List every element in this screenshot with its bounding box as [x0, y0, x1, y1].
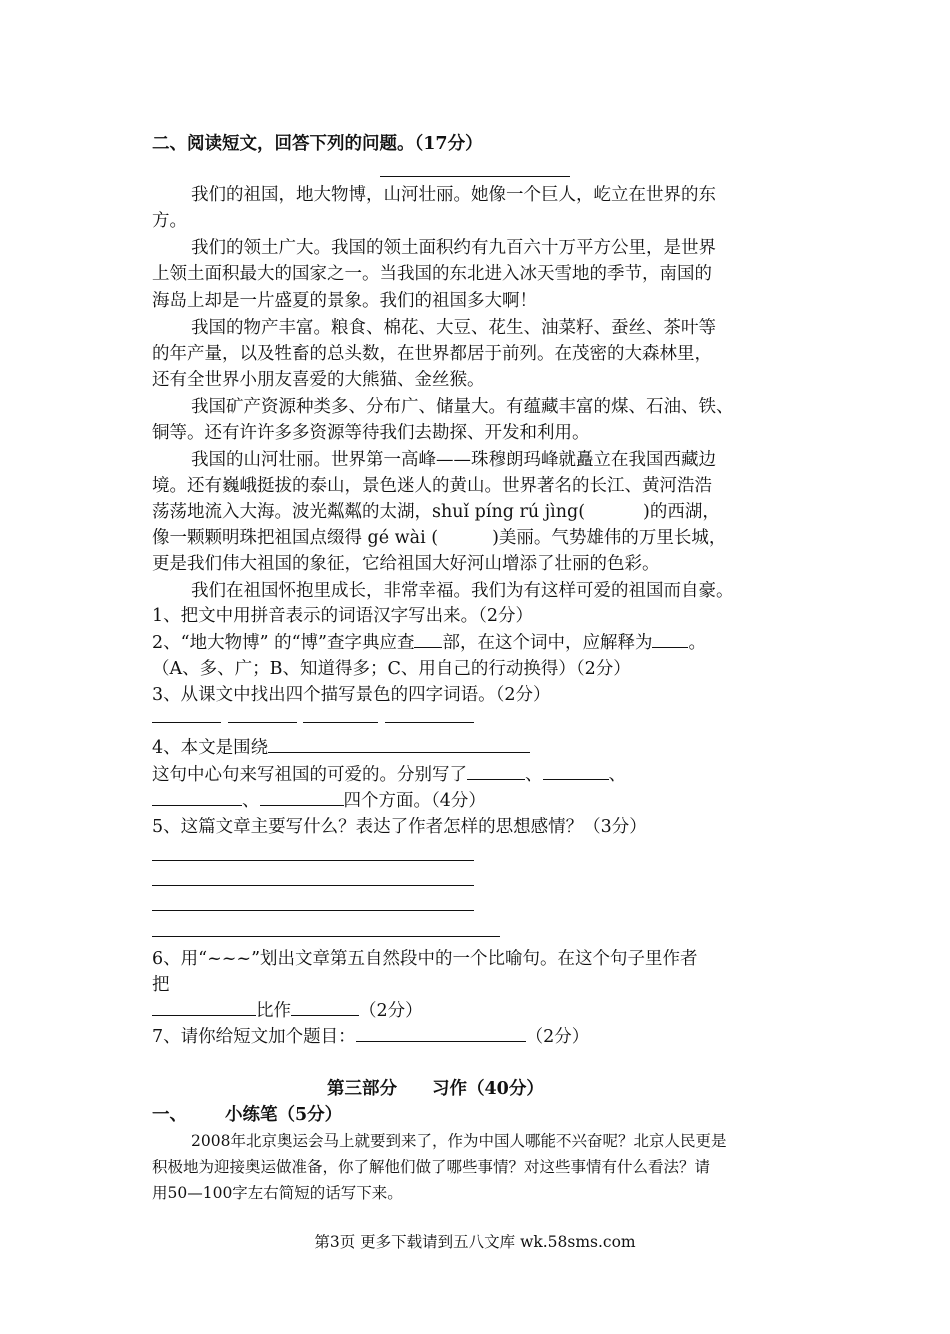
- question-2-end: 。: [688, 633, 706, 653]
- passage-p5-line4-end: )美丽。气势雄伟的万里长城，: [492, 528, 727, 548]
- q2-meaning-blank[interactable]: [652, 630, 688, 648]
- question-6-end: （2分）: [359, 1001, 423, 1021]
- passage-p3-line3: 还有全世界小朋友喜爱的大熊猫、金丝猴。: [152, 370, 485, 390]
- part3-body-line2: 积极地为迎接奥运做准备，你了解他们做了哪些事情？对这些事情有什么看法？请: [152, 1158, 711, 1176]
- question-4-end: 四个方面。（4分）: [343, 791, 486, 811]
- passage-p4-line2: 铜等。还有许许多多资源等待我们去勘探、开发和利用。: [152, 423, 590, 443]
- passage-p5-line3-end: )的西湖，: [643, 502, 720, 522]
- q7-title-blank[interactable]: [356, 1024, 526, 1042]
- question-1: 1、把文中用拼音表示的词语汉字写出来。（2分）: [152, 606, 534, 626]
- question-4-prefix: 4、本文是围绕: [152, 738, 269, 758]
- question-5: 5、这篇文章主要写什么？表达了作者怎样的思想感情？（3分）: [152, 817, 647, 837]
- q3-blank-4[interactable]: [385, 722, 474, 723]
- question-7-prefix: 7、请你给短文加个题目：: [152, 1027, 356, 1047]
- passage-p1-line1: 我们的祖国，地大物博，山河壮丽。她像一个巨人，屹立在世界的东: [191, 185, 716, 205]
- question-4-line2: [152, 762, 626, 788]
- q6-object-blank[interactable]: [291, 998, 359, 1016]
- q4-aspect-blank-2[interactable]: [543, 762, 609, 780]
- q5-answer-line-1[interactable]: [152, 860, 474, 861]
- q5-answer-line-4[interactable]: [152, 936, 500, 937]
- q4-separator-2: 、: [608, 765, 626, 785]
- question-6-middle: 比作: [256, 1001, 291, 1021]
- question-4-line3: [152, 788, 486, 814]
- part3-title: 第三部分 习作（40分）: [327, 1079, 544, 1099]
- q5-answer-line-2[interactable]: [152, 885, 474, 886]
- question-7-end: （2分）: [525, 1027, 590, 1047]
- q6-subject-blank[interactable]: [152, 998, 256, 1016]
- q4-separator-3: 、: [242, 791, 260, 811]
- q3-blank-2[interactable]: [228, 722, 297, 723]
- question-2-middle: 部，在这个词中，应解释为: [442, 633, 653, 653]
- question-7: [152, 1024, 589, 1050]
- question-2: [152, 630, 706, 656]
- pinyin-gewai: 像一颗颗明珠把祖国点缀得 gé wài (: [152, 528, 439, 548]
- q4-center-sentence-blank[interactable]: [268, 735, 530, 753]
- q5-answer-line-3[interactable]: [152, 910, 474, 911]
- passage-p4-line1: 我国矿产资源种类多、分布广、储量大。有蕴藏丰富的煤、石油、铁、: [191, 397, 734, 417]
- q4-separator-1: 、: [525, 765, 543, 785]
- q4-aspect-blank-3[interactable]: [152, 788, 242, 806]
- passage-p5-line5: 更是我们伟大祖国的象征，它给祖国大好河山增添了壮丽的色彩。: [152, 554, 660, 574]
- passage-p5-line1: 我国的山河壮丽。世界第一高峰——珠穆朗玛峰就矗立在我国西藏边: [191, 450, 716, 470]
- question-2-options: （A、多、广；B、知道得多；C、用自己的行动换得）（2分）: [152, 659, 631, 679]
- question-6-line3: [152, 998, 423, 1024]
- section-heading: 二、阅读短文，回答下列的问题。（17分）: [152, 134, 483, 154]
- q4-aspect-blank-4[interactable]: [260, 788, 344, 806]
- title-blank-line: [380, 176, 570, 177]
- part3-body-line1: 2008年北京奥运会马上就要到来了，作为中国人哪能不兴奋呢？北京人民更是: [191, 1132, 727, 1150]
- passage-p6: 我们在祖国怀抱里成长，非常幸福。我们为有这样可爱的祖国而自豪。: [191, 581, 734, 601]
- passage-p2-line3: 海岛上却是一片盛夏的景象。我们的祖国多大啊！: [152, 291, 537, 311]
- passage-p5-line3: [152, 499, 720, 525]
- passage-p3-line2: 的年产量，以及牲畜的总头数，在世界都居于前列。在茂密的大森林里，: [152, 344, 712, 364]
- passage-p3-line1: 我国的物产丰富。粮食、棉花、大豆、花生、油菜籽、蚕丝、茶叶等: [191, 318, 716, 338]
- q2-radical-blank[interactable]: [414, 630, 442, 648]
- part3-body-line3: 用50—100字左右简短的话写下来。: [152, 1184, 403, 1202]
- question-3: 3、从课文中找出四个描写景色的四字词语。（2分）: [152, 685, 551, 705]
- question-6: 6、用“~~~”划出文章第五自然段中的一个比喻句。在这个句子里作者: [152, 949, 698, 969]
- question-4-middle: 这句中心句来写祖国的可爱的。分别写了: [152, 765, 467, 785]
- q3-blank-1[interactable]: [152, 722, 221, 723]
- part3-sub-title: 小练笔（5分）: [225, 1105, 343, 1125]
- part3-sub-number: 一、: [152, 1105, 187, 1125]
- pinyin-shuipingrujing: 荡荡地流入大海。波光粼粼的太湖，shuǐ píng rú jìng(: [152, 502, 586, 522]
- passage-p1-line2: 方。: [152, 211, 187, 231]
- passage-p5-line2: 境。还有巍峨挺拔的泰山，景色迷人的黄山。世界著名的长江、黄河浩浩: [152, 476, 712, 496]
- q4-aspect-blank-1[interactable]: [467, 762, 525, 780]
- question-2-prefix: 2、“地大物博” 的“博”查字典应查: [152, 633, 415, 653]
- question-6-line2: 把: [152, 975, 170, 995]
- page-footer: 第3页 更多下载请到五八文库 wk.58sms.com: [314, 1233, 636, 1251]
- question-4: [152, 735, 530, 761]
- passage-p5-line4: [152, 525, 726, 551]
- passage-p2-line2: 上领土面积最大的国家之一。当我国的东北进入冰天雪地的季节，南国的: [152, 264, 712, 284]
- passage-p2-line1: 我们的领土广大。我国的领土面积约有九百六十万平方公里，是世界: [191, 238, 716, 258]
- q3-blank-3[interactable]: [303, 722, 378, 723]
